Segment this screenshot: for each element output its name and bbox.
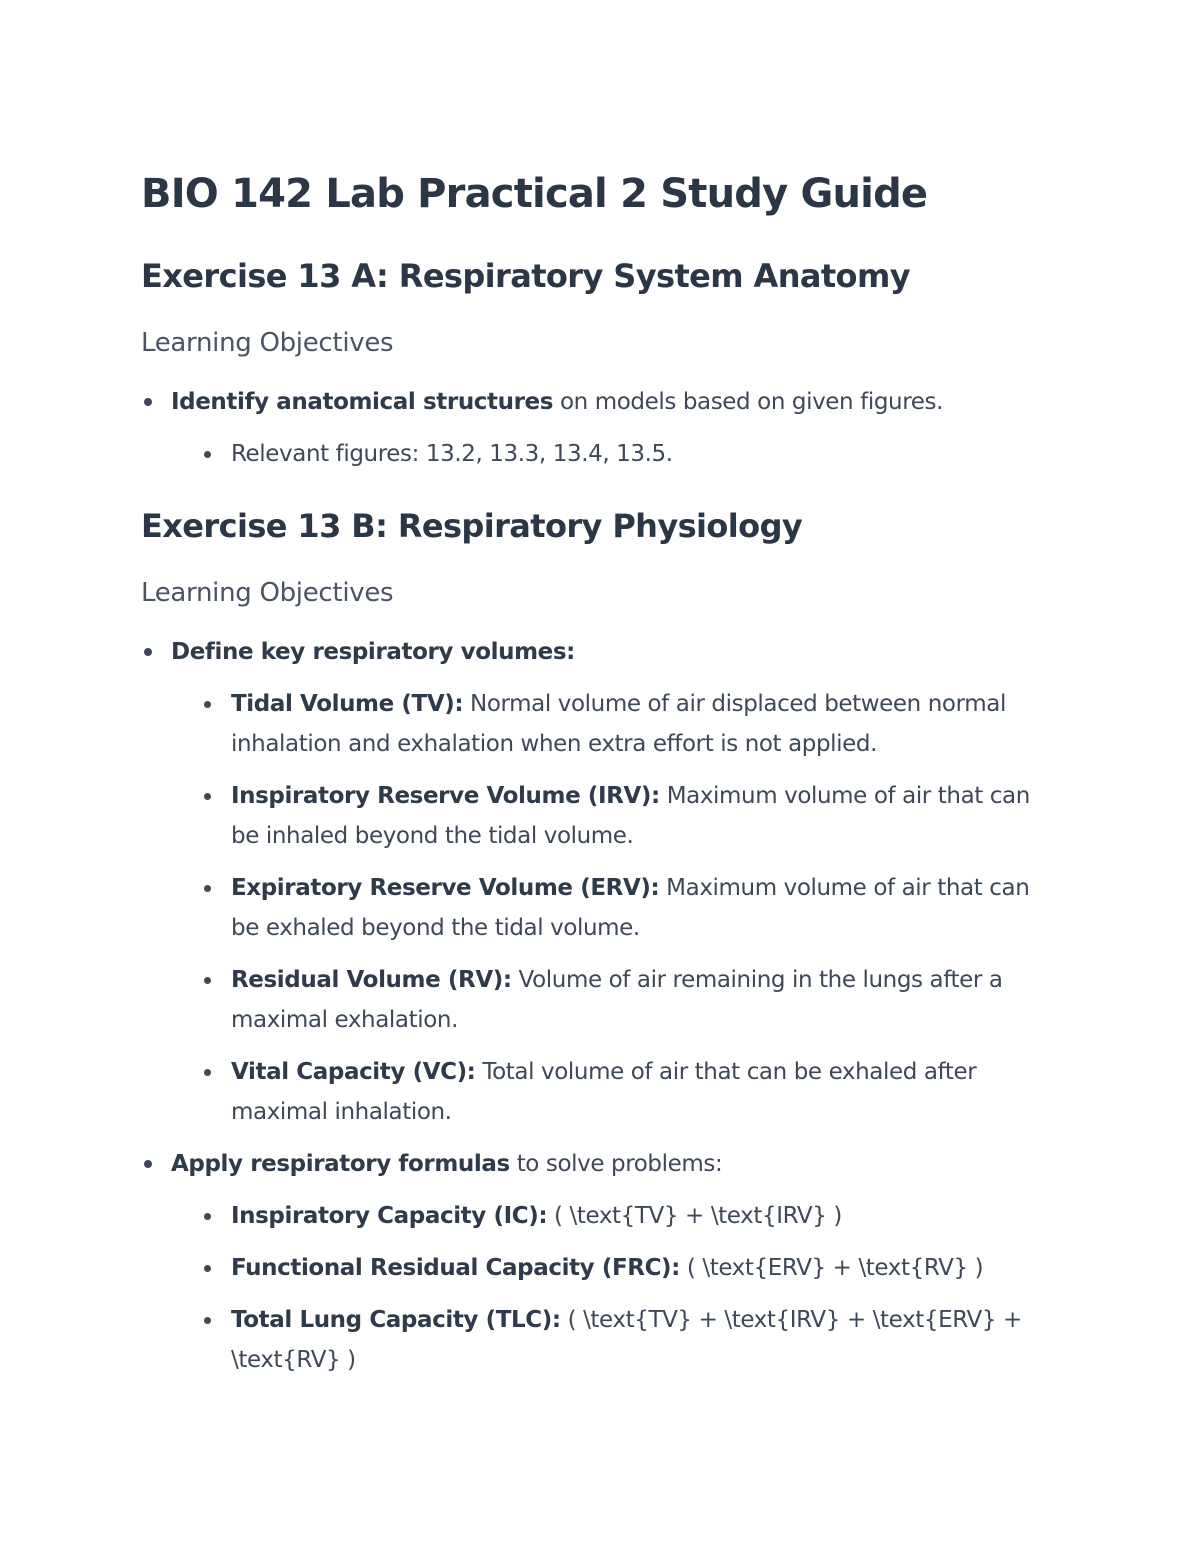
volume-term: Inspiratory Reserve Volume (IRV): bbox=[231, 783, 660, 809]
list-item bbox=[201, 1196, 1041, 1236]
list-item bbox=[201, 1300, 1041, 1380]
formula-expression: ( \text{TV} + \text{IRV} ) bbox=[547, 1203, 842, 1229]
formula-expression: ( \text{ERV} + \text{RV} ) bbox=[679, 1255, 984, 1281]
volume-term: Vital Capacity (VC): bbox=[231, 1059, 476, 1085]
nested-list bbox=[201, 434, 1041, 474]
exercise-13b-objectives-heading: Learning Objectives bbox=[141, 578, 394, 608]
exercise-13b-objectives-list bbox=[141, 632, 1041, 1380]
objective-text: to solve problems: bbox=[509, 1151, 723, 1177]
volume-term: Residual Volume (RV): bbox=[231, 967, 512, 993]
list-item bbox=[201, 684, 1041, 764]
list-item bbox=[201, 1248, 1041, 1288]
volume-definition: Maximum volume of air that can be exhaled beyond the tidal volume. bbox=[231, 875, 1030, 941]
list-item bbox=[201, 434, 1041, 474]
objective-term: Apply respiratory formulas bbox=[171, 1151, 510, 1177]
volume-definition: Normal volume of air displaced between normal inhalation and exhalation when extra effort is not applied. bbox=[231, 691, 1006, 757]
volume-definition: Total volume of air that can be exhaled after maximal inhalation. bbox=[231, 1059, 977, 1125]
list-item bbox=[201, 960, 1041, 1040]
objective-term: Identify anatomical structures bbox=[171, 389, 554, 415]
formulas-list bbox=[201, 1196, 1041, 1380]
volumes-list bbox=[201, 684, 1041, 1132]
list-item bbox=[141, 632, 1041, 1132]
formula-term: Inspiratory Capacity (IC): bbox=[231, 1203, 548, 1229]
exercise-13a-objectives-list bbox=[141, 382, 1041, 474]
volume-definition: Volume of air remaining in the lungs after a maximal exhalation. bbox=[231, 967, 1003, 1033]
list-item bbox=[201, 776, 1041, 856]
document-page bbox=[141, 170, 1041, 1380]
relevant-figures-text: Relevant figures: 13.2, 13.3, 13.4, 13.5. bbox=[231, 441, 673, 467]
formula-term: Functional Residual Capacity (FRC): bbox=[231, 1255, 680, 1281]
exercise-13a-objectives-heading: Learning Objectives bbox=[141, 328, 394, 358]
list-item bbox=[141, 382, 1041, 474]
document-title: BIO 142 Lab Practical 2 Study Guide bbox=[141, 171, 928, 217]
list-item bbox=[201, 1052, 1041, 1132]
objective-text: on models based on given figures. bbox=[553, 389, 944, 415]
list-item bbox=[141, 1144, 1041, 1380]
formula-expression: ( \text{TV} + \text{IRV} + \text{ERV} + \text{RV} ) bbox=[231, 1307, 1022, 1373]
exercise-13b-heading: Exercise 13 B: Respiratory Physiology bbox=[141, 507, 803, 545]
volume-term: Tidal Volume (TV): bbox=[231, 691, 464, 717]
volume-definition: Maximum volume of air that can be inhaled beyond the tidal volume. bbox=[231, 783, 1030, 849]
objective-term: Define key respiratory volumes: bbox=[171, 639, 575, 665]
formula-term: Total Lung Capacity (TLC): bbox=[231, 1307, 561, 1333]
list-item bbox=[201, 868, 1041, 948]
volume-term: Expiratory Reserve Volume (ERV): bbox=[231, 875, 660, 901]
exercise-13a-heading: Exercise 13 A: Respiratory System Anatomy bbox=[141, 257, 910, 295]
